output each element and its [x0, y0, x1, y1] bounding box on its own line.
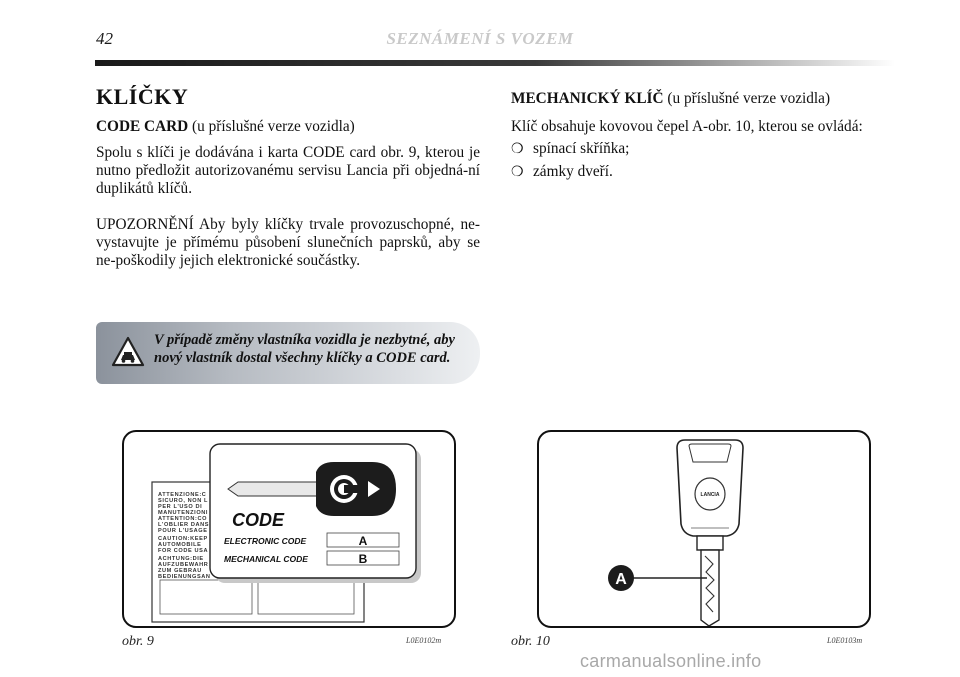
warning-triangle-icon — [110, 334, 146, 370]
electronic-code-value: A — [358, 534, 368, 548]
watermark: carmanualsonline.info — [580, 651, 762, 671]
figure-9-code: L0E0102m — [406, 636, 442, 645]
warning-box — [96, 322, 480, 384]
warning-paragraph: UPOZORNĚNÍ Aby byly klíčky trvale provozuschopné, ne-vystavujte je přímému působení slunečních paprsků, aby se ne-poškodily jejich elektronické součástky. — [96, 216, 480, 269]
warning-text: V případě změny vlastníka vozidla je nezbytné, aby nový vlastník dostal všechny klíčky a CODE card. — [154, 332, 455, 366]
code-card-heading-line — [96, 118, 480, 136]
mechanical-code-value: B — [358, 552, 368, 566]
page-number: 42 — [96, 29, 113, 48]
back-text-line: ACHTUNG:DIE — [158, 556, 204, 562]
section-title: SEZNÁMENÍ S VOZEM — [386, 29, 574, 48]
figure-9-caption: obr. 9 — [122, 634, 154, 649]
left-column — [96, 84, 480, 270]
mechanical-code-label: MECHANICAL CODE — [224, 554, 308, 564]
electronic-code-label: ELECTRONIC CODE — [224, 536, 307, 546]
code-card-paragraph: Spolu s klíči je dodávána i karta CODE card obr. 9, kterou je nutno předložit autorizovanému servisu Lancia při objedná-ní duplikátů klíčů. — [96, 144, 480, 197]
list-item-text: zámky dveří. — [533, 163, 613, 180]
list-item — [511, 163, 895, 182]
back-text-line: AUTOMOBILE — [158, 542, 202, 548]
card-title: CODE — [232, 510, 285, 530]
code-card-heading: CODE CARD — [96, 118, 189, 135]
back-text-line: AUFZUBEWAHR — [158, 562, 209, 568]
mechanical-key-illustration — [539, 432, 869, 626]
bullet-icon: ❍ — [511, 142, 524, 157]
back-text-line: L'OBLIER DANS — [158, 522, 210, 528]
right-column — [511, 90, 895, 182]
blade-callout-label: A — [615, 571, 627, 588]
back-text-line: ATTENZIONE:C — [158, 492, 207, 498]
list-item — [511, 140, 895, 159]
back-text-line: PER L'USO DI — [158, 504, 203, 510]
code-card-illustration — [124, 432, 454, 626]
back-text-line: CAUTION:KEEP — [158, 536, 208, 542]
figure-10-frame — [537, 430, 871, 628]
list-item-text: spínací skříňka; — [533, 140, 630, 157]
mechanical-key-intro: Klíč obsahuje kovovou čepel A-obr. 10, kterou se ovládá: — [511, 118, 863, 135]
back-text-line: BEDIENUNGSAN — [158, 574, 211, 580]
figure-10-caption: obr. 10 — [511, 634, 550, 649]
bullet-icon: ❍ — [511, 165, 524, 180]
figure-10-code: L0E0103m — [827, 636, 863, 645]
back-text-line: ZUM GEBRAU — [158, 568, 202, 574]
back-text-line: SICURO, NON L — [158, 498, 209, 504]
mechanical-key-heading: MECHANICKÝ KLÍČ — [511, 90, 664, 107]
back-text-line: FOR CODE USA — [158, 548, 209, 554]
back-text-line: ATTENTION:CO — [158, 516, 208, 522]
keys-title: KLÍČKY — [96, 84, 189, 109]
back-text-line: POUR L'USAGE — [158, 528, 208, 534]
figure-9-frame — [122, 430, 456, 628]
lancia-logo: LANCIA — [700, 492, 720, 498]
code-card-note: (u příslušné verze vozidla) — [192, 118, 355, 135]
header-rule — [95, 60, 895, 66]
mechanical-key-note: (u příslušné verze vozidla) — [667, 90, 831, 107]
mechanical-key-heading-line — [511, 90, 895, 108]
back-text-line: MANUTENZIONI — [158, 510, 209, 516]
